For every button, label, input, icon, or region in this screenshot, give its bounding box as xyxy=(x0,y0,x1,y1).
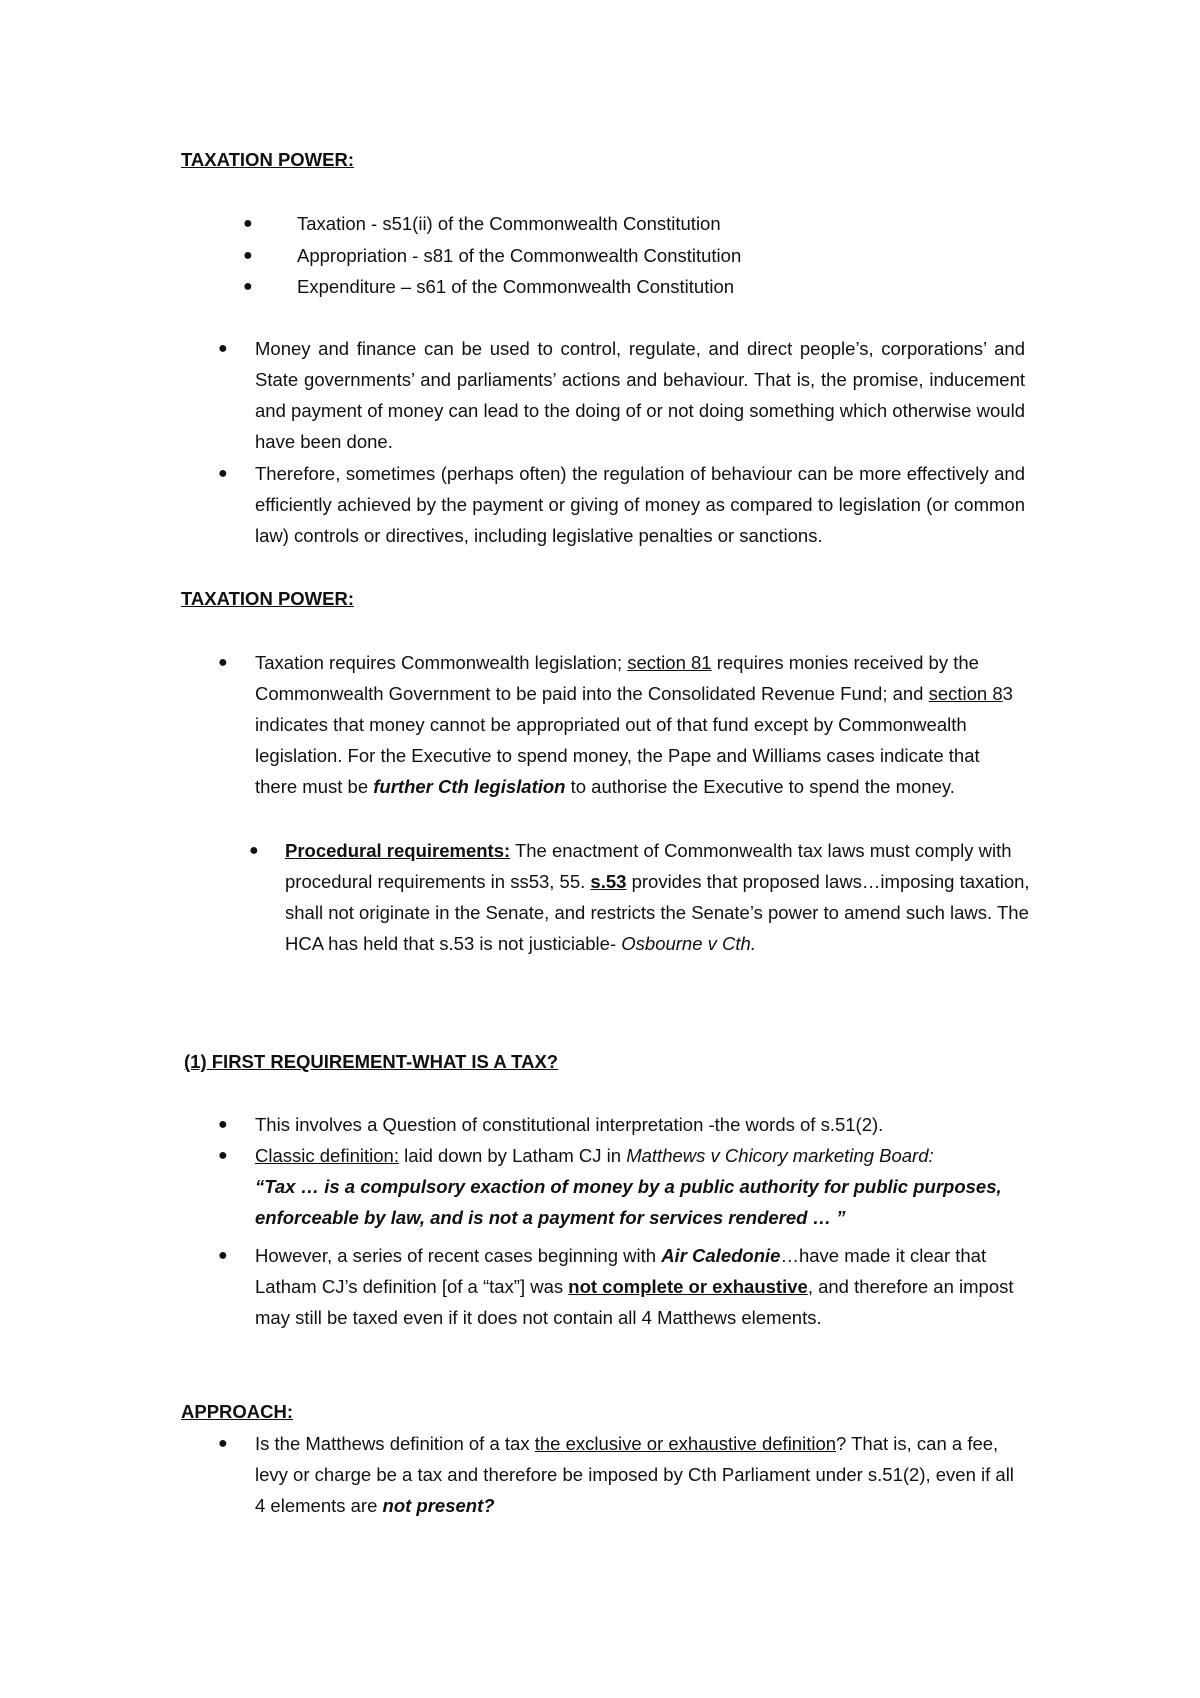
bullet-icon: ● xyxy=(218,465,228,482)
bullet-icon: ● xyxy=(218,1435,228,1452)
bullet-icon: ● xyxy=(243,247,253,264)
bullet-icon: ● xyxy=(243,215,253,232)
bullet-icon: ● xyxy=(243,278,253,295)
document-page: TAXATION POWER: ● Taxation - s51(ii) of the Commonwealth Constitution ● Appropriation - s81 of the Commonwealth Constitution ● Expenditure – s61 of the Commonwealth Constitution ● Money and finance can be used to control, regulate, and direct people’s, corporations’ and State governments’ and parliaments’ actions and behaviour. That is, the promise, inducement and payment of money can lead to the doing of or not doing something which otherwise would have been done. ● Therefore, sometimes (perhaps often) the regulation of behaviour can be more effectively and efficiently achieved by the payment or giving of money as compared to legislation (or common law) controls or directives, including legislative penalties or sanctions. TAXATION POWER: ● Taxation requires Commonwealth legislation; section 81 requires monies received by the Commonwealth Government to be paid into the Consolidated Revenue Fund; and section 83 indicates that money cannot be appropriated out of that fund except by Commonwealth legislation. For the Executive to spend money, the Pape and Williams cases indicate that there must be further Cth legislation to authorise the Executive to spend the money. ● Procedural requirements: The enactment of Commonwealth tax laws must comply with procedural requirements in ss53, 55. s.53 provides that proposed laws…imposing taxation, shall not originate in the Senate, and restricts the Senate’s power to amend such laws. The HCA has held that s.53 is not justiciable- Osbourne v Cth. (1) FIRST REQUIREMENT-WHAT IS A TAX? ● This involves a Question of constitutional interpretation -the words of s.51(2). ● Classic definition: laid down by Latham CJ in Matthews v Chicory marketing Board: “Tax … is a compulsory exaction of money by a public authority for public purposes, enforceable by law, and is not a payment for services rendered … ” ● However, a series of recent cases beginning with Air Caledonie…have made it clear that Latham CJ’s definition [of a “tax”] was not complete or exhaustive, and therefore an impost may still be taxed even if it does not contain all 4 Matthews elements. APPROACH: ● Is the Matthews definition of a tax the exclusive or exhaustive definition? That is, can a fee, levy or charge be a tax and therefore be imposed by Cth Parliament under s.51(2), even if all 4 elements are not present? xyxy=(0,0,1200,1698)
bullet-icon: ● xyxy=(218,1116,228,1133)
section-81-link[interactable]: section 81 xyxy=(627,652,712,673)
heading-taxation-power: TAXATION POWER: xyxy=(181,149,354,170)
bullet-icon: ● xyxy=(218,1147,228,1164)
heading-taxation-power-2: TAXATION POWER: xyxy=(181,588,354,609)
s53-link[interactable]: s.53 xyxy=(590,871,627,892)
section-83-link[interactable]: section 8 xyxy=(928,683,1003,704)
heading-first-requirement: (1) FIRST REQUIREMENT-WHAT IS A TAX? xyxy=(184,1051,559,1072)
bullet-icon: ● xyxy=(249,842,259,859)
bullet-icon: ● xyxy=(218,654,228,671)
exclusive-definition-link[interactable]: the exclusive or exhaustive definition xyxy=(534,1433,837,1454)
tax-definition-quote: “Tax … is a compulsory exaction of money by a public authority for public purposes, enforceable by law, and is not a payment for services rendered … ” xyxy=(255,1176,1002,1228)
bullet-icon: ● xyxy=(218,1247,228,1264)
heading-approach: APPROACH: xyxy=(181,1401,294,1422)
bullet-icon: ● xyxy=(218,340,228,357)
